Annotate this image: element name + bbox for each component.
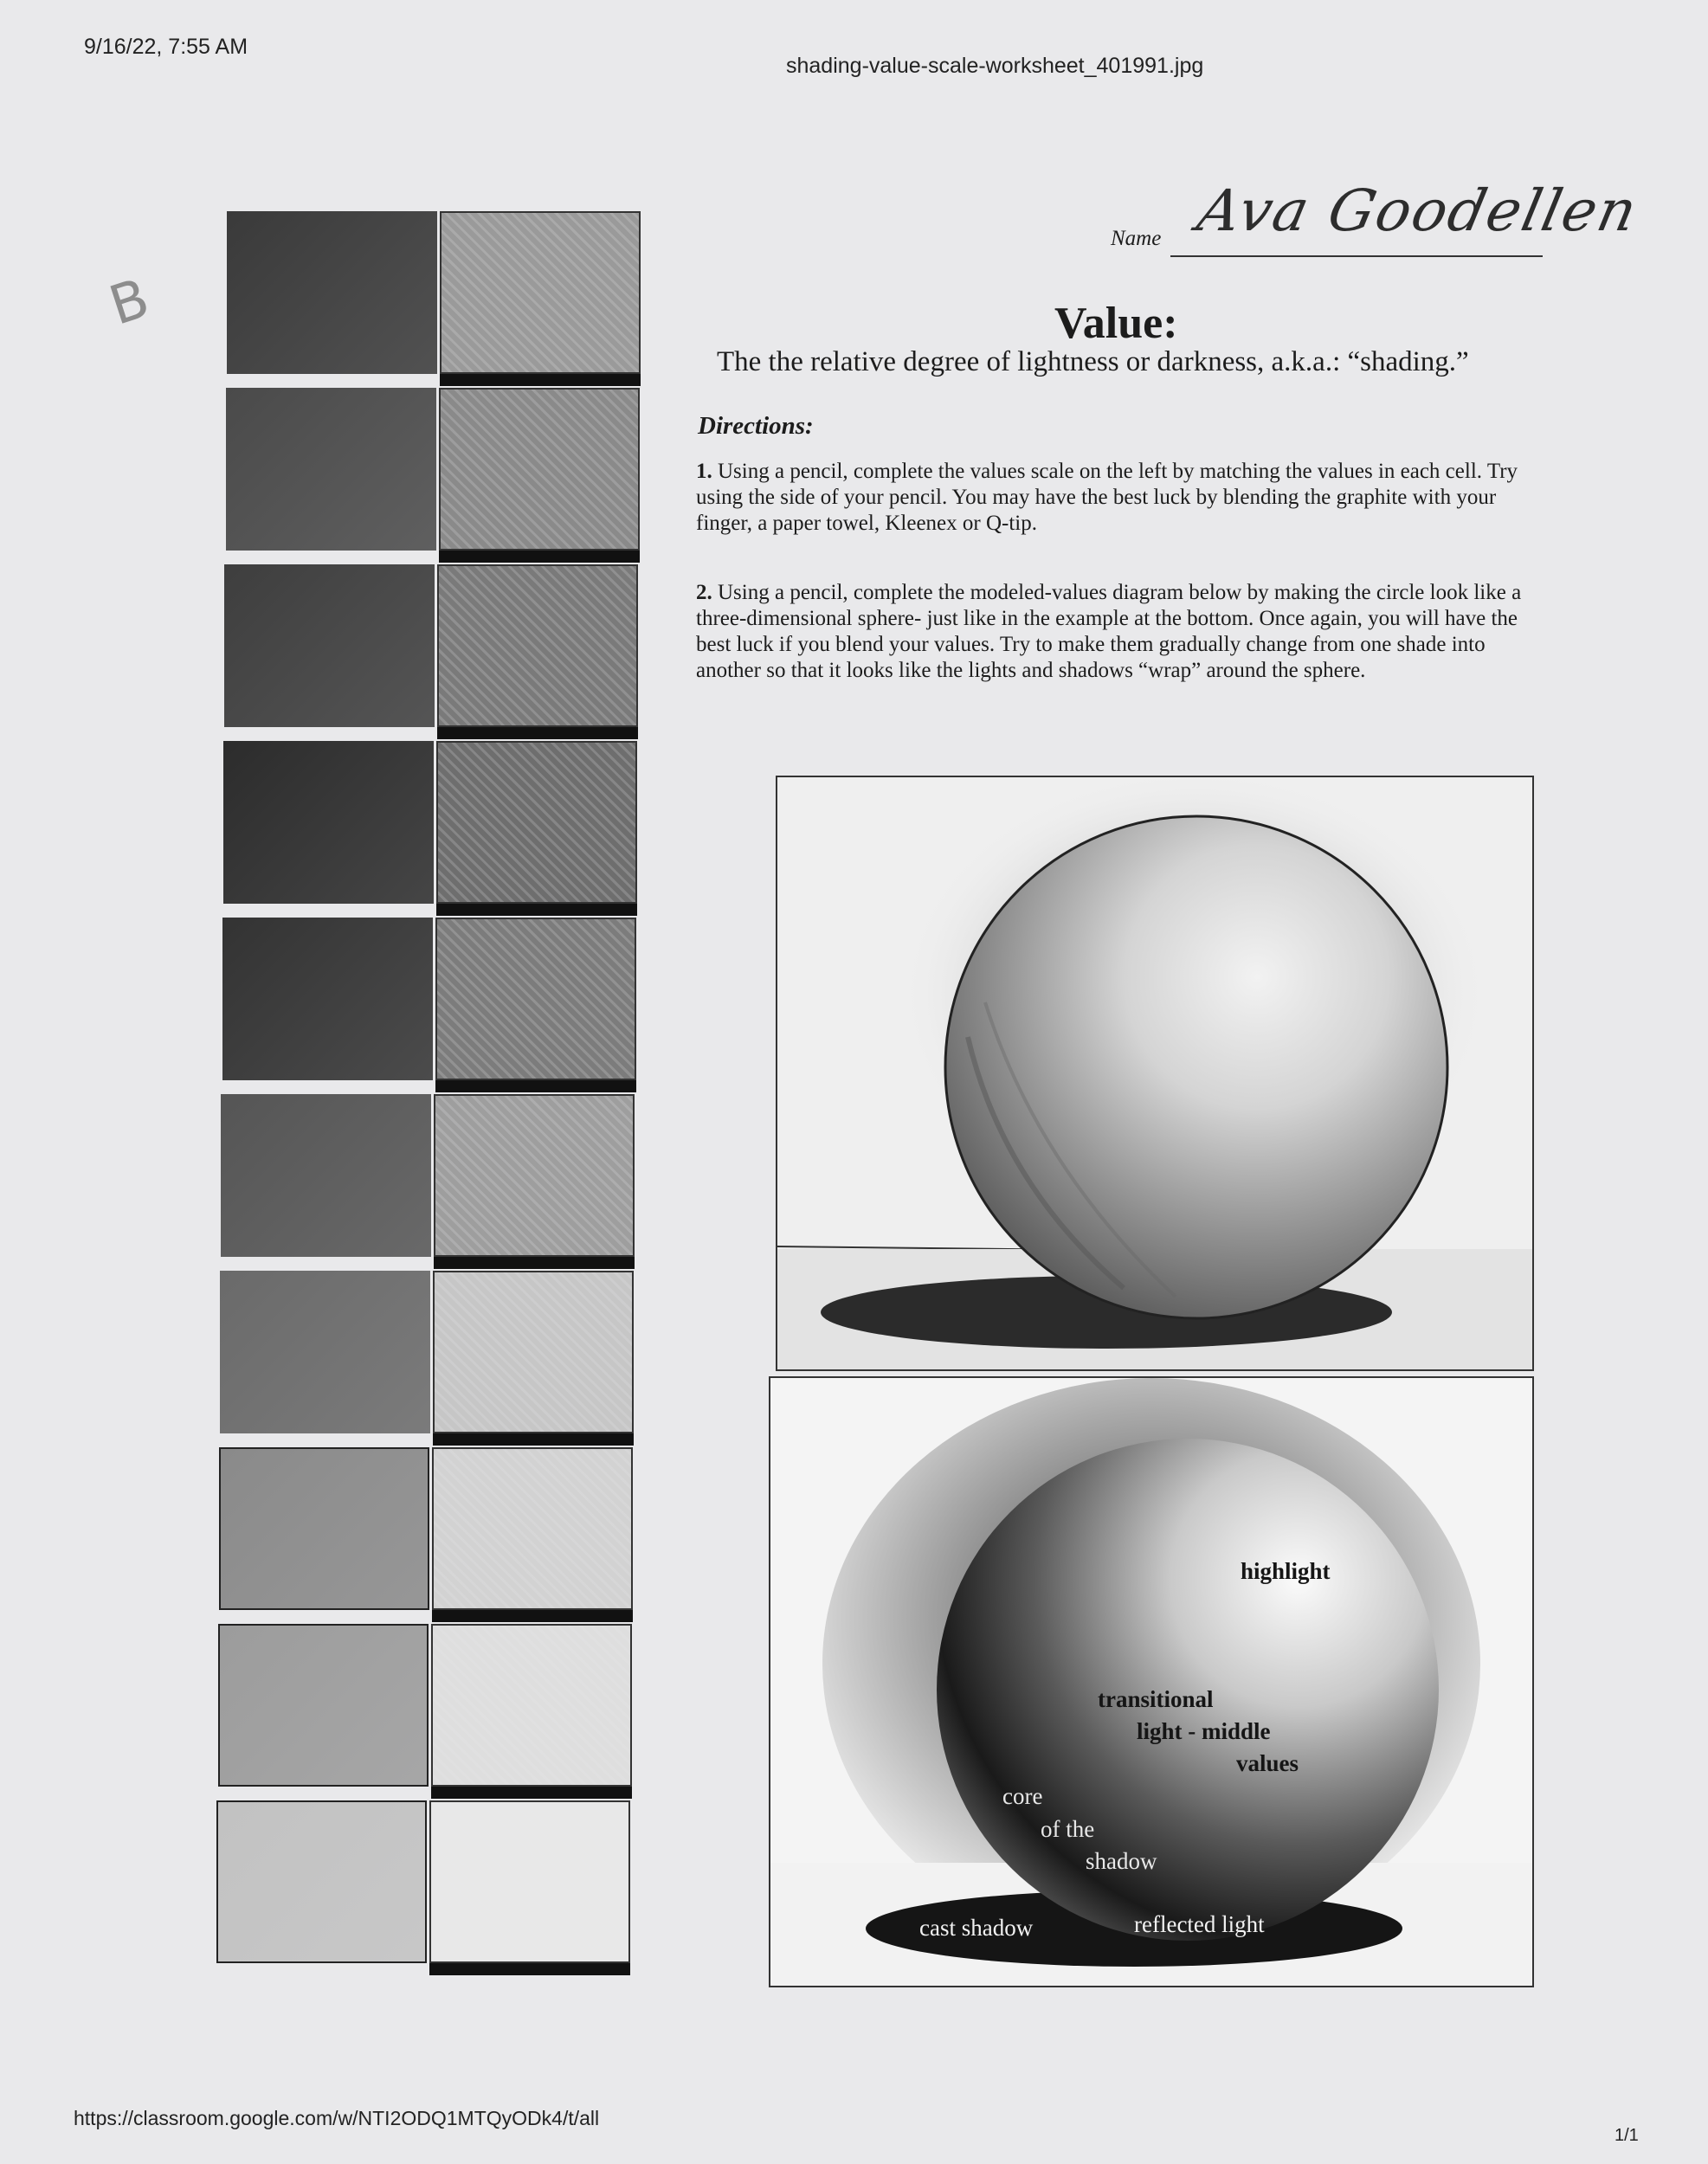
student-value-cell (433, 1271, 634, 1433)
scale-divider (440, 374, 641, 386)
scale-divider (432, 1610, 633, 1622)
scale-divider (436, 904, 637, 916)
student-value-cell (437, 564, 638, 727)
student-value-cell (440, 211, 641, 374)
student-sphere-art (777, 777, 1534, 1371)
direction-number: 2. (696, 581, 712, 604)
page-title: Value: (1054, 299, 1178, 348)
example-sphere-art (770, 1378, 1534, 1987)
scale-divider (439, 551, 640, 563)
scale-divider (435, 1080, 636, 1092)
direction-text: Using a pencil, complete the modeled-values diagram below by making the circle look like a three-dimensional sphere- just like in the example at the bottom. Once again, you will have the best luck if you blend your values. Try to make them gradually change from one shade into another so that it looks like the lights and shadows “wrap” around the sphere. (696, 581, 1522, 682)
definition-text: The the relative degree of lightness or darkness, a.k.a.: “shading.” (717, 346, 1469, 377)
reference-value-cell (227, 211, 437, 374)
reference-value-cell (221, 1094, 431, 1257)
direction-text: Using a pencil, complete the values scale on the left by matching the values in each cell. Try using the side of your pencil. You may have the best luck by blending the graphite with your finger, a paper towel, Kleenex or Q-tip. (696, 460, 1518, 535)
reference-value-cell (216, 1800, 427, 1963)
scale-divider (437, 727, 638, 739)
label-highlight: highlight (1241, 1558, 1331, 1584)
signature: Ava Goodellen (1191, 177, 1645, 244)
student-value-cell (435, 918, 636, 1080)
label-reflected-light: reflected light (1134, 1911, 1265, 1937)
reference-value-cell (226, 388, 436, 551)
print-filename: shading-value-scale-worksheet_401991.jpg (786, 54, 1204, 78)
student-value-cell (439, 388, 640, 551)
scale-divider (434, 1257, 635, 1269)
print-timestamp: 9/16/22, 7:55 AM (84, 35, 248, 59)
label-cast-shadow: cast shadow (919, 1915, 1034, 1941)
label-core-3: shadow (1086, 1848, 1157, 1874)
student-value-cell (434, 1094, 635, 1257)
label-core-2: of the (1041, 1816, 1095, 1842)
label-transitional-3: values (1236, 1750, 1299, 1776)
directions-heading: Directions: (698, 412, 814, 440)
name-underline (1170, 255, 1543, 257)
page-number: 1/1 (1615, 2126, 1639, 2145)
reference-value-cell (222, 918, 433, 1080)
label-core: core (1002, 1783, 1043, 1809)
scale-divider (431, 1787, 632, 1799)
student-value-cell (436, 741, 637, 904)
reference-value-cell (224, 564, 435, 727)
scale-divider (429, 1963, 630, 1975)
direction-number: 1. (696, 460, 712, 483)
label-transitional: transitional (1098, 1686, 1214, 1712)
name-label: Name (1111, 227, 1162, 250)
student-value-cell (429, 1800, 630, 1963)
student-sphere-drawing (776, 776, 1534, 1371)
student-value-cell (431, 1624, 632, 1787)
student-value-cell (432, 1447, 633, 1610)
direction-item-1 (696, 459, 1527, 537)
reference-value-cell (220, 1271, 430, 1433)
direction-item-2 (696, 580, 1527, 684)
label-transitional-2: light - middle (1137, 1718, 1271, 1744)
footer-url: https://classroom.google.com/w/NTI2ODQ1MTQyODk4/t/all (74, 2107, 600, 2129)
margin-mark: B (101, 266, 157, 338)
reference-value-cell (218, 1624, 429, 1787)
scale-divider (433, 1433, 634, 1446)
reference-value-cell (223, 741, 434, 904)
reference-value-cell (219, 1447, 429, 1610)
example-sphere (769, 1376, 1534, 1987)
